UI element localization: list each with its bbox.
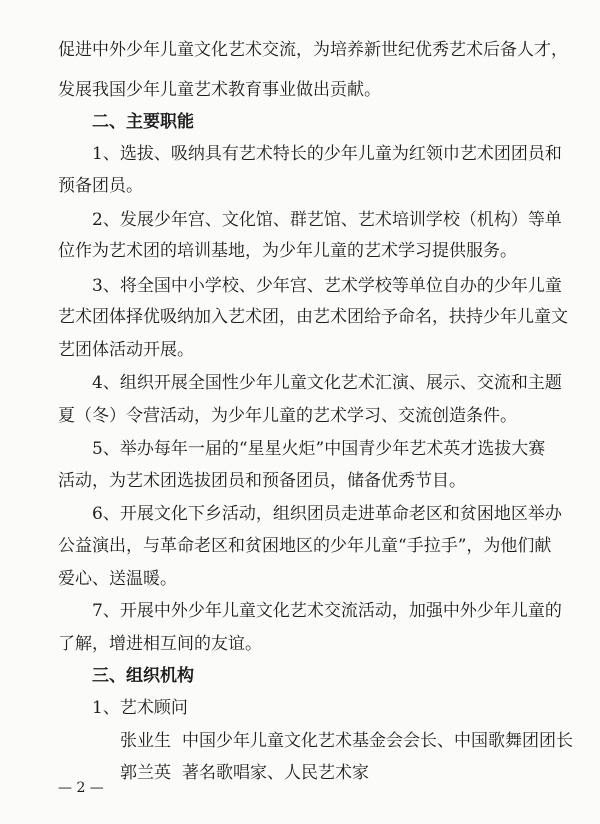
function-line: 预备团员。 [58, 176, 143, 196]
section-heading-functions: 二、主要职能 [92, 112, 194, 132]
function-line: 爱心、送温暖。 [58, 569, 177, 589]
advisor-name: 张业生 [120, 731, 171, 751]
function-line: 艺团体活动开展。 [58, 340, 194, 360]
function-line: 7、开展中外少年儿童文化艺术交流活动，加强中外少年儿童的 [92, 601, 562, 621]
function-line: 6、开展文化下乡活动，组织团员走进革命老区和贫困地区举办 [92, 504, 562, 524]
function-line: 了解，增进相互间的友谊。 [58, 634, 262, 654]
page-number: — 2 — [58, 780, 104, 796]
subheading-advisors: 1、艺术顾问 [92, 698, 188, 718]
function-line: 5、举办每年一届的“星星火炬”中国青少年艺术英才选拔大赛 [92, 439, 546, 459]
function-line: 3、将全国中小学校、少年宫、艺术学校等单位自办的少年儿童 [92, 276, 562, 296]
intro-line-2: 发展我国少年儿童艺术教育事业做出贡献。 [58, 80, 381, 100]
function-line: 艺术团体择优吸纳加入艺术团，由艺术团给予命名，扶持少年儿童文 [58, 307, 568, 327]
function-line: 活动，为艺术团选拔团员和预备团员，储备优秀节目。 [58, 471, 466, 491]
advisor-row [120, 730, 573, 752]
function-line: 4、组织开展全国性少年儿童文化艺术汇演、展示、交流和主题 [92, 373, 562, 393]
function-line: 公益演出，与革命老区和贫困地区的少年儿童“手拉手”，为他们献 [58, 536, 552, 556]
section-heading-organization: 三、组织机构 [92, 666, 194, 686]
advisor-name: 郭兰英 [120, 763, 171, 783]
intro-line-1: 促进中外少年儿童文化艺术交流，为培养新世纪优秀艺术后备人才， [58, 40, 568, 60]
advisor-row [120, 762, 369, 784]
advisor-title: 著名歌唱家、人民艺术家 [182, 763, 369, 783]
function-line: 位作为艺术团的培训基地，为少年儿童的艺术学习提供服务。 [58, 241, 517, 261]
function-line: 夏（冬）令营活动，为少年儿童的艺术学习、交流创造条件。 [58, 406, 517, 426]
advisor-title: 中国少年儿童文化艺术基金会会长、中国歌舞团团长 [182, 731, 573, 751]
function-line: 1、选拔、吸纳具有艺术特长的少年儿童为红领巾艺术团团员和 [92, 144, 562, 164]
function-line: 2、发展少年宫、文化馆、群艺馆、艺术培训学校（机构）等单 [92, 210, 562, 230]
